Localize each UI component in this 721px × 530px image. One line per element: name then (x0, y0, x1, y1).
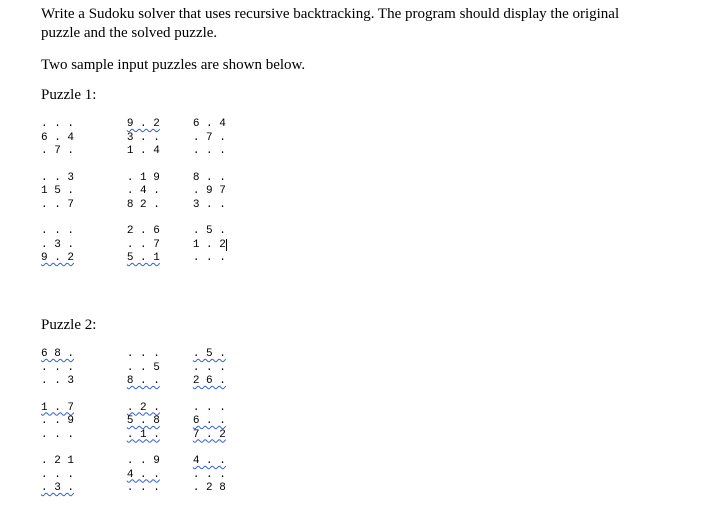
row-block-3: 4 . . (192, 455, 226, 467)
row-block-1: 9 . 2 (41, 252, 75, 264)
row-block-3: . 5 . (192, 225, 226, 237)
row-block-2: 5 . 8 (126, 415, 160, 427)
puzzle-row (41, 469, 226, 483)
row-block-2: . . . (126, 482, 160, 494)
row-block-1: . 7 . (41, 145, 75, 157)
puzzle-row (41, 455, 226, 469)
block-separator (41, 159, 227, 172)
puzzle-row (41, 429, 226, 443)
puzzle-2-title: Puzzle 2: (41, 317, 97, 333)
row-block-1: 6 8 . (41, 348, 75, 360)
intro-line-2: puzzle and the solved puzzle. (41, 25, 218, 41)
row-block-3: . . . (192, 468, 226, 481)
intro-line-1: Write a Sudoku solver that uses recursive backtracking. The program should display the original (41, 6, 620, 22)
block-separator (41, 389, 226, 402)
row-block-3: . 2 8 (192, 482, 226, 494)
row-block-2: 9 . 2 (126, 118, 160, 130)
row-block-1: . . . (41, 225, 75, 237)
row-block-2: . . 9 (126, 455, 160, 467)
row-block-3: 1 . 2 (192, 238, 226, 251)
puzzle-row (41, 172, 227, 186)
row-block-3: . 9 7 (192, 185, 226, 197)
row-block-3: . 7 . (192, 131, 226, 144)
row-block-1: . . . (41, 428, 75, 441)
row-block-3: 3 . . (192, 198, 226, 211)
row-block-3: 7 . 2 (192, 428, 226, 441)
row-block-3: 6 . 4 (192, 118, 226, 130)
intro-line-3: Two sample input puzzles are shown below. (41, 57, 306, 73)
row-block-2: . . . (126, 348, 160, 360)
row-block-1: . . 3 (41, 375, 75, 387)
row-block-2: . 2 . (126, 401, 160, 414)
row-block-2: 3 . . (126, 131, 160, 144)
puzzle-row (41, 415, 226, 429)
puzzle-row (41, 362, 226, 376)
row-block-3: . 5 . (192, 348, 226, 360)
row-block-3: 6 . . (192, 415, 226, 427)
row-block-1: . . 9 (41, 415, 75, 427)
puzzle-row (41, 185, 227, 199)
row-block-1: . . . (41, 468, 75, 481)
puzzle-1-title: Puzzle 1: (41, 87, 97, 103)
row-block-1: . 2 1 (41, 455, 75, 467)
row-block-1: . . . (41, 118, 75, 130)
row-block-2: . 1 . (126, 428, 160, 441)
row-block-2: . 1 9 (126, 171, 160, 184)
row-block-3: 8 . . (192, 171, 226, 184)
puzzle-row (41, 348, 226, 362)
puzzle-2-grid[interactable] (41, 348, 226, 496)
puzzle-row (41, 252, 227, 266)
puzzle-1-grid[interactable] (41, 118, 227, 266)
row-block-2: . . 7 (126, 238, 160, 251)
row-block-3: 2 6 . (192, 375, 226, 387)
row-block-1: . . . (41, 361, 75, 374)
row-block-2: 8 . . (126, 375, 160, 387)
row-block-3: . . . (192, 252, 226, 264)
puzzle-row (41, 402, 226, 416)
row-block-2: . . 5 (126, 361, 160, 374)
row-block-2: . 4 . (126, 185, 160, 197)
row-block-3: . . . (192, 361, 226, 374)
puzzle-row (41, 145, 227, 159)
row-block-2: 2 . 6 (126, 225, 160, 237)
row-block-3: . . . (192, 401, 226, 414)
row-block-2: 8 2 . (126, 198, 160, 211)
row-block-1: . 3 . (41, 482, 75, 494)
puzzle-row (41, 482, 226, 496)
puzzle-row (41, 199, 227, 213)
block-separator (41, 442, 226, 455)
puzzle-row (41, 225, 227, 239)
puzzle-row (41, 239, 227, 253)
row-block-2: 1 . 4 (126, 145, 160, 157)
row-block-2: 5 . 1 (126, 252, 160, 264)
puzzle-row (41, 132, 227, 146)
row-block-1: . 3 . (41, 238, 75, 251)
puzzle-row (41, 375, 226, 389)
row-block-3: . . . (192, 145, 226, 157)
block-separator (41, 212, 227, 225)
row-block-1: 1 . 7 (41, 401, 75, 414)
row-block-1: . . 3 (41, 171, 75, 184)
row-block-2: 4 . . (126, 468, 160, 481)
row-block-1: 6 . 4 (41, 131, 75, 144)
row-block-1: . . 7 (41, 198, 75, 211)
puzzle-row (41, 118, 227, 132)
row-block-1: 1 5 . (41, 185, 75, 197)
